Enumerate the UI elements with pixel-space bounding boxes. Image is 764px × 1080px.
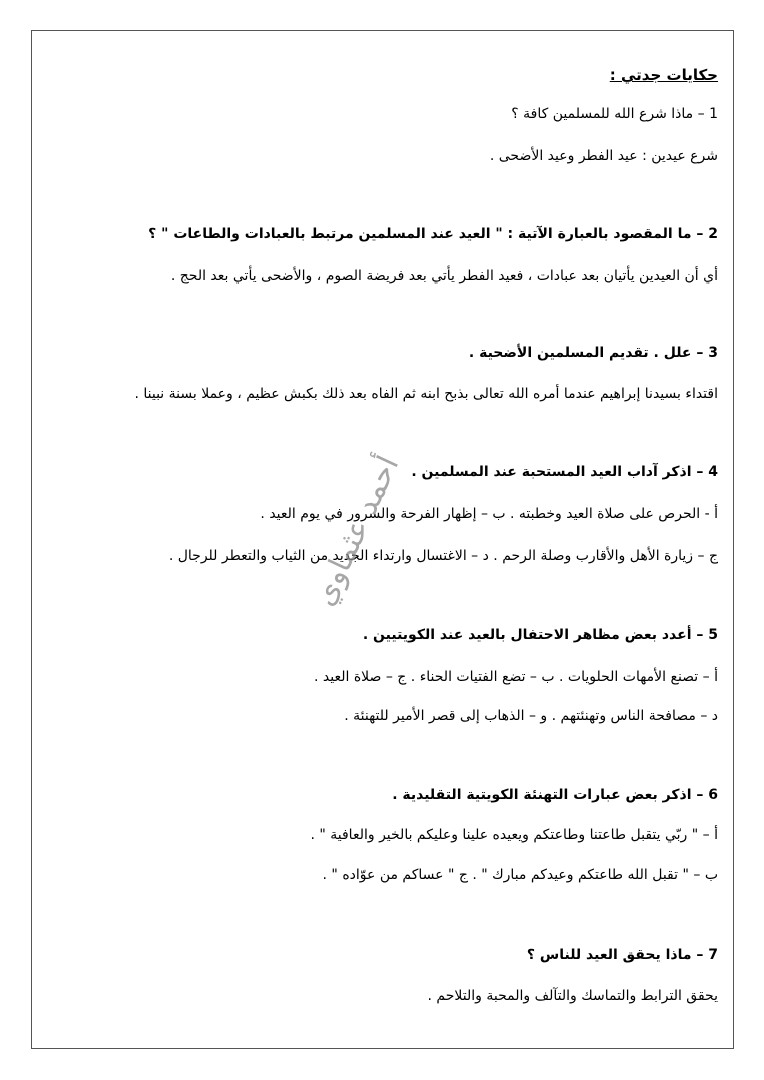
q2-answer: أي أن العيدين يأتيان بعد عبادات ، فعيد الفطر يأتي بعد فريضة الصوم ، والأضحى يأتي بعد الحج .	[170, 268, 718, 284]
q6-line-2: ب – " تقبل الله طاعتكم وعيدكم مبارك " . ج " عساكم من عوّاده " .	[322, 867, 718, 883]
q6-line-1: أ – " ربّي يتقبل طاعتنا وطاعتكم ويعيده علينا وعليكم بالخير والعافية " .	[310, 827, 718, 843]
watermark-text: أحمد عثماوي	[306, 450, 407, 612]
q6-question: 6 – اذكر بعض عبارات التهنئة الكويتية التقليدية .	[392, 787, 718, 803]
q5-line-2: د – مصافحة الناس وتهنئتهم . و – الذهاب إلى قصر الأمير للتهنئة .	[344, 708, 718, 724]
q1-answer: شرع عيدين : عيد الفطر وعيد الأضحى .	[489, 148, 718, 164]
q7-question: 7 – ماذا يحقق العيد للناس ؟	[526, 947, 718, 963]
q4-line-1: أ - الحرص على صلاة العيد وخطبته . ب – إظهار الفرحة والسرور في يوم العيد .	[260, 506, 718, 522]
q3-answer: اقتداء بسيدنا إبراهيم عندما أمره الله تعالى بذبح ابنه ثم الفاه بعد ذلك بكبش عظيم ، وعملا بسنة نبينا .	[134, 386, 718, 402]
q3-question: 3 – علل . تقديم المسلمين الأضحية .	[468, 345, 718, 361]
q5-question: 5 – أعدد بعض مظاهر الاحتفال بالعيد عند الكويتيين .	[362, 627, 718, 643]
q2-question: 2 – ما المقصود بالعبارة الآتية : " العيد عند المسلمين مرتبط بالعبادات والطاعات " ؟	[148, 226, 718, 242]
q4-question: 4 – اذكر آداب العيد المستحبة عند المسلمين .	[411, 464, 718, 480]
page-border	[31, 30, 734, 1049]
document-title: حكايات جدتي :	[609, 66, 718, 84]
q1-question: 1 – ماذا شرع الله للمسلمين كافة ؟	[511, 106, 718, 122]
q4-line-2: ج – زيارة الأهل والأقارب وصلة الرحم . د – الاغتسال وارتداء الجديد من الثياب والتعطر للرجال .	[168, 548, 718, 564]
q5-line-1: أ – تصنع الأمهات الحلويات . ب – تضع الفتيات الحناء . ج – صلاة العيد .	[314, 669, 718, 685]
q7-answer: يحقق الترابط والتماسك والتآلف والمحبة والتلاحم .	[427, 988, 718, 1004]
